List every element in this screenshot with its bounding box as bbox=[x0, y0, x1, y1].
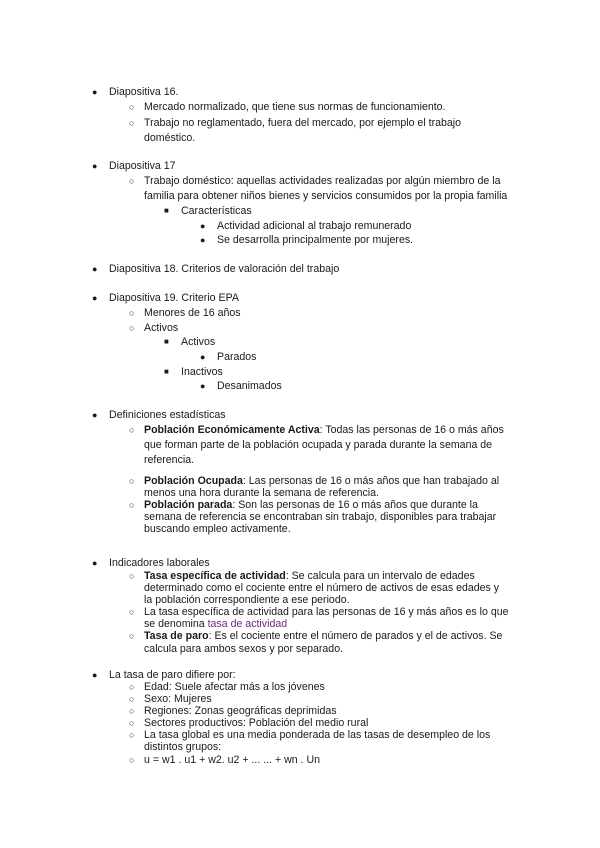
bullet-disc: ● bbox=[92, 410, 98, 420]
def-pea-cont: referencia. bbox=[144, 454, 195, 466]
paro-sectores: Sectores productivos: Población del medio rural bbox=[144, 717, 369, 729]
ind-tp bbox=[144, 629, 502, 643]
bullet-disc: ● bbox=[200, 221, 206, 231]
def-pp-text: : Son las personas de 16 o más años que durante la bbox=[232, 499, 478, 511]
slide-19-parados: Parados bbox=[217, 351, 257, 363]
def-pp-cont: semana de referencia se encontraban sin trabajo, disponibles para trabajar bbox=[144, 511, 497, 523]
slide-16-item-trabajo-cont: doméstico. bbox=[144, 132, 196, 144]
def-pea bbox=[144, 423, 504, 437]
bullet-circle: ○ bbox=[129, 694, 135, 704]
bullet-disc: ● bbox=[200, 381, 206, 391]
bullet-circle: ○ bbox=[129, 323, 135, 333]
bullet-circle: ○ bbox=[129, 755, 135, 765]
bullet-circle: ○ bbox=[129, 607, 135, 617]
bullet-circle: ○ bbox=[129, 682, 135, 692]
bullet-disc: ● bbox=[92, 161, 98, 171]
ind-ta: La tasa específica de actividad para las personas de 16 y más años es lo que bbox=[144, 606, 509, 618]
paro-sexo: Sexo: Mujeres bbox=[144, 693, 212, 705]
paro-formula: u = w1 . u1 + w2. u2 + ... ... + wn . Un bbox=[144, 754, 321, 766]
slide-19-activos-sub: Activos bbox=[181, 336, 216, 348]
bullet-circle: ○ bbox=[129, 730, 135, 740]
bullet-square: ■ bbox=[164, 367, 169, 376]
bullet-circle: ○ bbox=[129, 718, 135, 728]
slide-19-inactivos: Inactivos bbox=[181, 366, 223, 378]
def-pea-cont: que forman parte de la población ocupada y parada durante la semana de bbox=[144, 439, 493, 451]
bullet-disc: ● bbox=[200, 235, 206, 245]
slide-17-item-domestico: Trabajo doméstico: aquellas actividades realizadas por algún miembro de la bbox=[144, 175, 501, 187]
bullet-disc: ● bbox=[92, 264, 98, 274]
paro-regiones: Regiones: Zonas geográficas deprimidas bbox=[144, 705, 337, 717]
def-pea-text: : Todas las personas de 16 o más años bbox=[319, 424, 504, 436]
slide-16-title: Diapositiva 16. bbox=[109, 86, 179, 98]
paro-global: La tasa global es una media ponderada de las tasas de desempleo de los bbox=[144, 729, 491, 741]
def-po-text: : Las personas de 16 o más años que han trabajado al bbox=[242, 475, 500, 487]
ind-tp-term: Tasa de paro bbox=[144, 630, 209, 642]
bullet-disc: ● bbox=[92, 558, 98, 568]
bullet-disc: ● bbox=[200, 352, 206, 362]
slide-16-item-trabajo: Trabajo no reglamentado, fuera del mercado, por ejemplo el trabajo bbox=[144, 117, 462, 129]
def-po-cont: menos una hora durante la semana de referencia. bbox=[144, 487, 379, 499]
bullet-disc: ● bbox=[92, 670, 98, 680]
ind-tea-cont: determinado como el cociente entre el número de activos de esas edades y bbox=[144, 582, 500, 594]
bullet-disc: ● bbox=[92, 87, 98, 97]
bullet-circle: ○ bbox=[129, 102, 135, 112]
paro-global-cont: distintos grupos: bbox=[144, 741, 222, 753]
indicators-title: Indicadores laborales bbox=[109, 557, 210, 569]
paro-title: La tasa de paro difiere por: bbox=[109, 669, 236, 681]
slide-16-item-mercado: Mercado normalizado, que tiene sus normas de funcionamiento. bbox=[144, 101, 446, 113]
slide-17-char-1: Actividad adicional al trabajo remunerado bbox=[217, 220, 412, 232]
slide-19-activos: Activos bbox=[144, 322, 179, 334]
bullet-circle: ○ bbox=[129, 706, 135, 716]
bullet-circle: ○ bbox=[129, 308, 135, 318]
bullet-circle: ○ bbox=[129, 631, 135, 641]
def-pp-term: Población parada bbox=[144, 499, 233, 511]
def-pp-cont: buscando empleo activamente. bbox=[144, 523, 291, 535]
def-pea-term: Población Económicamente Activa bbox=[144, 424, 320, 436]
slide-19-title: Diapositiva 19. Criterio EPA bbox=[109, 292, 239, 304]
slide-17-title: Diapositiva 17 bbox=[109, 160, 176, 172]
bullet-circle: ○ bbox=[129, 425, 135, 435]
bullet-square: ■ bbox=[164, 206, 169, 215]
definitions-title: Definiciones estadísticas bbox=[109, 409, 226, 421]
slide-19-desanimados: Desanimados bbox=[217, 380, 282, 392]
bullet-square: ■ bbox=[164, 337, 169, 346]
ind-ta-text: se denomina bbox=[144, 618, 208, 630]
ind-tp-text: : Es el cociente entre el número de parados y el de activos. Se bbox=[208, 630, 503, 642]
slide-17-caracteristicas: Características bbox=[181, 205, 252, 217]
ind-tea-term: Tasa específica de actividad bbox=[144, 570, 286, 582]
ind-tp-cont: calcula para ambos sexos y por separado. bbox=[144, 643, 344, 655]
slide-19-menores: Menores de 16 años bbox=[144, 307, 241, 319]
bullet-circle: ○ bbox=[129, 500, 135, 510]
bullet-circle: ○ bbox=[129, 571, 135, 581]
bullet-circle: ○ bbox=[129, 176, 135, 186]
ind-tea-cont: la población correspondiente a ese periodo. bbox=[144, 594, 350, 606]
bullet-circle: ○ bbox=[129, 118, 135, 128]
bullet-disc: ● bbox=[92, 293, 98, 303]
tasa-de-actividad-link[interactable]: tasa de actividad bbox=[207, 618, 288, 630]
ind-tea-text: : Se calcula para un intervalo de edades bbox=[285, 570, 475, 582]
paro-edad: Edad: Suele afectar más a los jóvenes bbox=[144, 681, 325, 693]
def-po-term: Población Ocupada bbox=[144, 475, 243, 487]
slide-17-char-2: Se desarrolla principalmente por mujeres. bbox=[217, 234, 414, 246]
slide-18-title: Diapositiva 18. Criterios de valoración del trabajo bbox=[109, 263, 340, 275]
slide-17-item-domestico-cont: familia para obtener niños bienes y servicios consumidos por la propia familia bbox=[144, 190, 508, 202]
bullet-circle: ○ bbox=[129, 476, 135, 486]
